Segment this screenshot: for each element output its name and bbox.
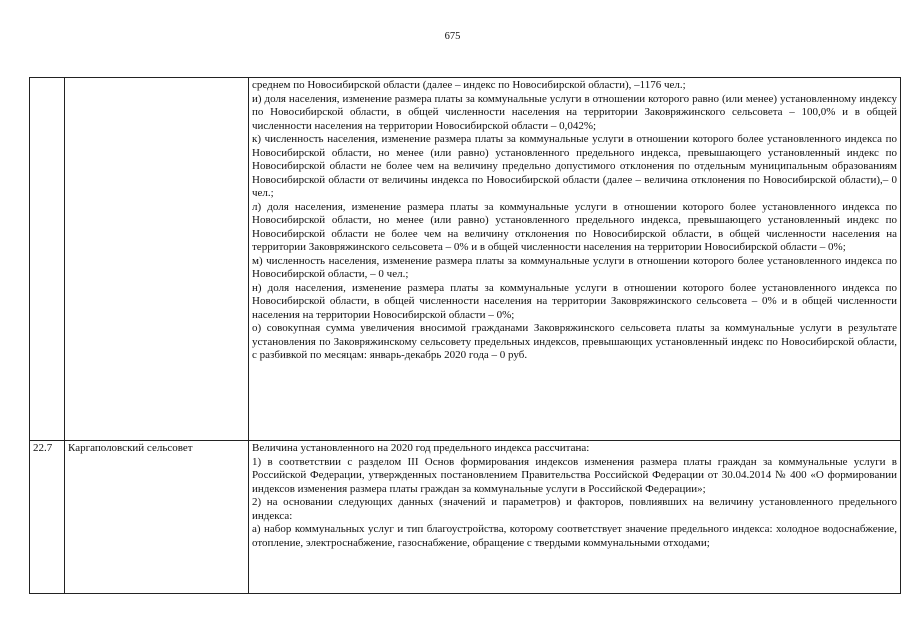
paragraph: среднем по Новосибирской области (далее – индекс по Новосибирской области), –1176 чел.; (252, 79, 686, 91)
paragraph: н) доля населения, изменение размера платы за коммунальные услуги в отношении которого более установленного индекса по Новосибирской области, в общей численности населения на территории Заковряжинского сельсовета – 0% и в общей численности населения на территории Новосибирской области – 0%; (252, 281, 897, 321)
paragraph: о) совокупная сумма увеличения вносимой гражданами Заковряжинского сельсовета платы за коммунальные услуги в результате установления по Заковряжинскому сельсовету предельных индексов, превышающих установленный индекс по Новосибирской области, с разбивкой по месяцам: январь-декабрь 2020 года – 0 руб. (252, 322, 897, 361)
row-name-cell (65, 78, 249, 441)
paragraph: 1) в соответствии с разделом III Основ формирования индексов изменения размера платы граждан за коммунальные услуги в Российской Федерации, утвержденных постановлением Правительства Российской Федерации от 30.04.2014 № 400 «О формировании индексов изменения размера платы граждан за коммунальные услуги в Российской Федерации»; (252, 455, 897, 495)
paragraph: Величина установленного на 2020 год предельного индекса рассчитана: (252, 442, 590, 454)
paragraph: и) доля населения, изменение размера платы за коммунальные услуги в отношении которого равно (или менее) установленному индексу по Новосибирской области, в общей численности населения на территории Заковряжинского сельсовета – 100,0% и в общей численности населения на территории Новосибирской области – 0,042%; (252, 92, 897, 132)
row-name-cell: Каргаполовский сельсовет (65, 441, 249, 594)
page-number: 675 (444, 31, 461, 42)
paragraph: л) доля населения, изменение размера платы за коммунальные услуги в отношении которого более установленного индекса по Новосибирской области, но менее (или равно) установленного предельного индекса, превышающего установленный индекс по Новосибирской области не более чем на величину отклонения по Новосибирской области, в общей численности населения на территории Заковряжинского сельсовета – 0% и в общей численности населения на территории Новосибирской области – 0%; (252, 200, 897, 253)
row-text-cell (249, 78, 901, 441)
table-row (30, 78, 901, 441)
row-number-cell: 22.7 (30, 441, 65, 594)
paragraph: 2) на основании следующих данных (значений и параметров) и факторов, повлиявших на величину установленного предельного индекса: (252, 496, 897, 522)
paragraph: к) численность населения, изменение размера платы за коммунальные услуги в отношении которого более установленного индекса по Новосибирской области, но менее (или равно) установленного предельного индекса, превышающего установленный индекс по Новосибирской области не более чем на величину предельно допустимого отклонения по отдельным муниципальным образованиям Новосибирской области от величины индекса по Новосибирской области (далее – величина отклонения по Новосибирской области),– 0 чел.; (252, 133, 897, 199)
paragraph: м) численность населения, изменение размера платы за коммунальные услуги в отношении которого более установленного индекса по Новосибирской области, – 0 чел.; (252, 254, 897, 280)
table-row (30, 441, 901, 594)
paragraph: а) набор коммунальных услуг и тип благоустройства, которому соответствует значение предельного индекса: холодное водоснабжение, отопление, электроснабжение, газоснабжение, обращение с твердыми коммунальными отходами; (252, 523, 897, 549)
row-text-cell (249, 441, 901, 594)
document-table (29, 77, 901, 594)
row-number-cell (30, 78, 65, 441)
